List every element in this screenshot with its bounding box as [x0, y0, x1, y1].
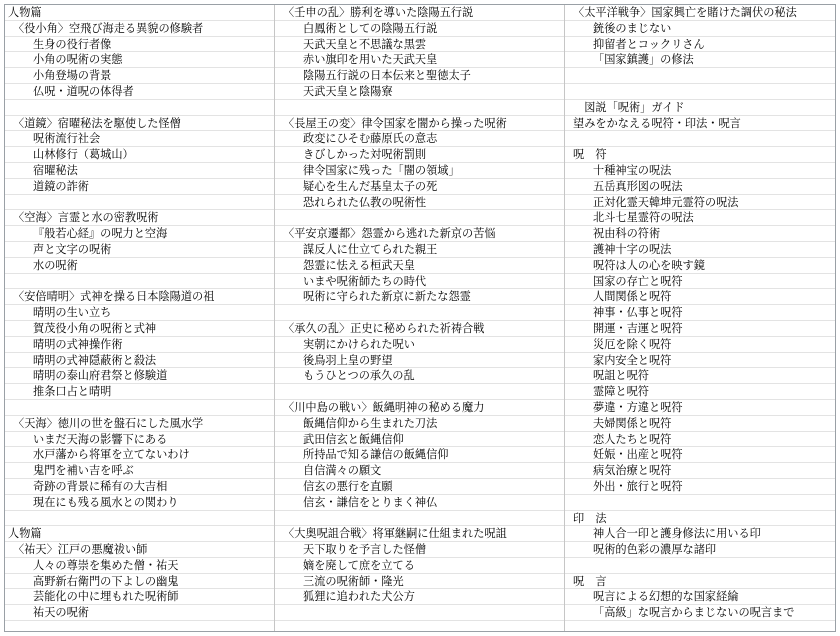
- sheet-cell[interactable]: 人間関係と呪符: [565, 289, 835, 305]
- sheet-cell[interactable]: 信玄・謙信をとりまく神仏: [275, 495, 564, 511]
- sheet-cell[interactable]: 生身の役行者像: [5, 37, 274, 53]
- sheet-cell[interactable]: 銃後のまじない: [565, 21, 835, 37]
- sheet-cell[interactable]: [565, 84, 835, 100]
- sheet-cell[interactable]: 〈壬申の乱〉勝利を導いた陰陽五行説: [275, 5, 564, 21]
- sheet-cell[interactable]: 家内安全と呪符: [565, 353, 835, 369]
- sheet-cell[interactable]: 鬼門を補い吉を呼ぶ: [5, 463, 274, 479]
- sheet-cell[interactable]: 小角の呪術の実態: [5, 52, 274, 68]
- sheet-cell[interactable]: 北斗七星霊符の呪法: [565, 210, 835, 226]
- sheet-cell[interactable]: [5, 511, 274, 527]
- sheet-cell[interactable]: いまや呪術師たちの時代: [275, 274, 564, 290]
- sheet-cell[interactable]: 後鳥羽上皇の野望: [275, 353, 564, 369]
- sheet-cell[interactable]: 呪術に守られた新京に新たな怨霊: [275, 289, 564, 305]
- sheet-cell[interactable]: 人物篇: [5, 5, 274, 21]
- sheet-cell[interactable]: 謀反人に仕立てられた親王: [275, 242, 564, 258]
- sheet-cell[interactable]: 神人合一印と護身修法に用いる印: [565, 526, 835, 542]
- sheet-cell[interactable]: 呪術流行社会: [5, 131, 274, 147]
- sheet-cell[interactable]: 自信満々の願文: [275, 463, 564, 479]
- sheet-cell[interactable]: 三流の呪術師・隆光: [275, 574, 564, 590]
- sheet-cell[interactable]: 疑心を生んだ基皇太子の死: [275, 179, 564, 195]
- sheet-cell[interactable]: 祐天の呪術: [5, 605, 274, 621]
- sheet-cell[interactable]: 「高級」な呪言からまじないの呪言まで: [565, 605, 835, 621]
- sheet-cell[interactable]: 実朝にかけられた呪い: [275, 337, 564, 353]
- sheet-cell[interactable]: 災厄を除く呪符: [565, 337, 835, 353]
- sheet-cell[interactable]: 恐れられた仏教の呪術性: [275, 195, 564, 211]
- column-c: [565, 5, 835, 631]
- sheet-cell[interactable]: 怨霊に怯える桓武天皇: [275, 258, 564, 274]
- sheet-cell[interactable]: 道鏡の詐術: [5, 179, 274, 195]
- sheet-cell[interactable]: 呪符は人の心を映す鏡: [565, 258, 835, 274]
- sheet-cell[interactable]: いまだ天海の影響下にある: [5, 432, 274, 448]
- sheet-cell[interactable]: 『般若心経』の呪力と空海: [5, 226, 274, 242]
- sheet-cell[interactable]: [565, 495, 835, 511]
- sheet-cell[interactable]: [275, 384, 564, 400]
- sheet-cell[interactable]: 妊娠・出産と呪符: [565, 447, 835, 463]
- sheet-cell[interactable]: 政変にひそむ藤原氏の意志: [275, 131, 564, 147]
- sheet-cell[interactable]: 人々の尊崇を集めた僧・祐天: [5, 558, 274, 574]
- sheet-cell[interactable]: [275, 210, 564, 226]
- sheet-cell[interactable]: 宿曜秘法: [5, 163, 274, 179]
- sheet-cell[interactable]: 〈大奥呪詛合戦〉将軍継嗣に仕組まれた呪詛: [275, 526, 564, 542]
- sheet-cell[interactable]: 白鳳術としての陰陽五行説: [275, 21, 564, 37]
- sheet-cell[interactable]: 「国家鎮護」の修法: [565, 52, 835, 68]
- sheet-cell[interactable]: 仏呪・道呪の体得者: [5, 84, 274, 100]
- sheet-cell[interactable]: 晴明の泰山府君祭と修験道: [5, 368, 274, 384]
- sheet-cell[interactable]: 呪術的色彩の濃厚な諸印: [565, 542, 835, 558]
- sheet-cell[interactable]: 〈川中島の戦い〉飯縄明神の秘める魔力: [275, 400, 564, 416]
- sheet-cell[interactable]: [275, 100, 564, 116]
- sheet-cell[interactable]: 抑留者とコックリさん: [565, 37, 835, 53]
- sheet-cell[interactable]: [275, 511, 564, 527]
- sheet-cell[interactable]: 推条口占と晴明: [5, 384, 274, 400]
- spreadsheet-grid: [4, 4, 836, 632]
- sheet-cell[interactable]: 賀茂役小角の呪術と式神: [5, 321, 274, 337]
- sheet-cell[interactable]: 〈役小角〉空飛び海走る異貌の修験者: [5, 21, 274, 37]
- sheet-cell[interactable]: もうひとつの承久の乱: [275, 368, 564, 384]
- sheet-cell[interactable]: 〈道鏡〉宿曜秘法を駆使した怪僧: [5, 116, 274, 132]
- sheet-cell[interactable]: 赤い旗印を用いた天武天皇: [275, 52, 564, 68]
- sheet-cell[interactable]: 晴明の生い立ち: [5, 305, 274, 321]
- sheet-cell[interactable]: 〈長屋王の変〉律令国家を闇から操った呪術: [275, 116, 564, 132]
- sheet-cell[interactable]: 十種神宝の呪法: [565, 163, 835, 179]
- sheet-cell[interactable]: 芸能化の中に埋もれた呪術師: [5, 589, 274, 605]
- sheet-cell[interactable]: 信玄の悪行を直願: [275, 479, 564, 495]
- sheet-cell[interactable]: 恋人たちと呪符: [565, 432, 835, 448]
- sheet-cell[interactable]: 現在にも残る風水との関わり: [5, 495, 274, 511]
- sheet-cell[interactable]: 病気治療と呪符: [565, 463, 835, 479]
- sheet-cell[interactable]: 所持品で知る謙信の飯縄信仰: [275, 447, 564, 463]
- sheet-cell[interactable]: [5, 400, 274, 416]
- sheet-cell[interactable]: [275, 305, 564, 321]
- sheet-cell[interactable]: 夢違・方違と呪符: [565, 400, 835, 416]
- sheet-cell[interactable]: 呪 符: [565, 147, 835, 163]
- sheet-cell[interactable]: 晴明の式神操作術: [5, 337, 274, 353]
- sheet-cell[interactable]: [275, 605, 564, 621]
- sheet-cell[interactable]: 望みをかなえる呪符・印法・呪言: [565, 116, 835, 132]
- sheet-cell[interactable]: [565, 131, 835, 147]
- sheet-cell[interactable]: 人物篇: [5, 526, 274, 542]
- sheet-cell[interactable]: 陰陽五行説の日本伝来と聖徳太子: [275, 68, 564, 84]
- column-b: [275, 5, 565, 631]
- sheet-cell[interactable]: 〈太平洋戦争〉国家興亡を賭けた調伏の秘法: [565, 5, 835, 21]
- sheet-cell[interactable]: 山林修行（葛城山）: [5, 147, 274, 163]
- sheet-cell[interactable]: 晴明の式神隠蔽術と殺法: [5, 353, 274, 369]
- sheet-cell[interactable]: 国家の存亡と呪符: [565, 274, 835, 290]
- sheet-cell[interactable]: 嫡を廃して庶を立てる: [275, 558, 564, 574]
- sheet-cell[interactable]: 開運・吉運と呪符: [565, 321, 835, 337]
- sheet-cell[interactable]: 〈平安京遷都〉怨霊から逃れた新京の苦悩: [275, 226, 564, 242]
- sheet-cell[interactable]: 印 法: [565, 511, 835, 527]
- sheet-cell[interactable]: 水戸藩から将軍を立てないわけ: [5, 447, 274, 463]
- sheet-cell[interactable]: 呪詛と呪符: [565, 368, 835, 384]
- sheet-cell[interactable]: [5, 195, 274, 211]
- sheet-cell[interactable]: 高野新右衛門の下よしの幽鬼: [5, 574, 274, 590]
- sheet-cell[interactable]: 飯縄信仰から生まれた刀法: [275, 416, 564, 432]
- column-a: [5, 5, 275, 631]
- sheet-cell[interactable]: 呪 言: [565, 574, 835, 590]
- sheet-cell[interactable]: 奇跡の背景に稀有の大吉相: [5, 479, 274, 495]
- sheet-cell[interactable]: 霊障と呪符: [565, 384, 835, 400]
- sheet-cell[interactable]: 呪言による幻想的な国家経綸: [565, 589, 835, 605]
- sheet-cell[interactable]: 〈安倍晴明〉式神を操る日本陰陽道の祖: [5, 289, 274, 305]
- sheet-cell[interactable]: 〈承久の乱〉正史に秘められた祈祷合戦: [275, 321, 564, 337]
- sheet-cell[interactable]: 〈空海〉言霊と水の密教呪術: [5, 210, 274, 226]
- sheet-cell[interactable]: 祝由科の符術: [565, 226, 835, 242]
- sheet-cell[interactable]: [565, 68, 835, 84]
- sheet-cell[interactable]: 武田信玄と飯縄信仰: [275, 432, 564, 448]
- sheet-cell[interactable]: 正対化霊天韓坤元霊符の呪法: [565, 195, 835, 211]
- sheet-cell[interactable]: 図説「呪術」ガイド: [565, 100, 835, 116]
- sheet-cell[interactable]: [565, 558, 835, 574]
- sheet-cell[interactable]: 声と文字の呪術: [5, 242, 274, 258]
- sheet-cell[interactable]: 外出・旅行と呪符: [565, 479, 835, 495]
- sheet-cell[interactable]: 〈祐天〉江戸の悪魔祓い師: [5, 542, 274, 558]
- sheet-cell[interactable]: 天武天皇と不思議な黒雲: [275, 37, 564, 53]
- sheet-cell[interactable]: 護神十字の呪法: [565, 242, 835, 258]
- sheet-cell[interactable]: 夫婦関係と呪符: [565, 416, 835, 432]
- sheet-cell[interactable]: 神事・仏事と呪符: [565, 305, 835, 321]
- sheet-cell[interactable]: 小角登場の背景: [5, 68, 274, 84]
- sheet-cell[interactable]: [5, 274, 274, 290]
- sheet-cell[interactable]: 五岳真形図の呪法: [565, 179, 835, 195]
- sheet-cell[interactable]: 〈天海〉徳川の世を盤石にした風水学: [5, 416, 274, 432]
- sheet-cell[interactable]: [5, 100, 274, 116]
- sheet-cell[interactable]: 天武天皇と陰陽寮: [275, 84, 564, 100]
- sheet-cell[interactable]: きびしかった対呪術罰則: [275, 147, 564, 163]
- sheet-cell[interactable]: 律令国家に残った「闇の領域」: [275, 163, 564, 179]
- sheet-cell[interactable]: 水の呪術: [5, 258, 274, 274]
- sheet-cell[interactable]: 狐狸に追われた犬公方: [275, 589, 564, 605]
- sheet-cell[interactable]: 天下取りを予言した怪僧: [275, 542, 564, 558]
